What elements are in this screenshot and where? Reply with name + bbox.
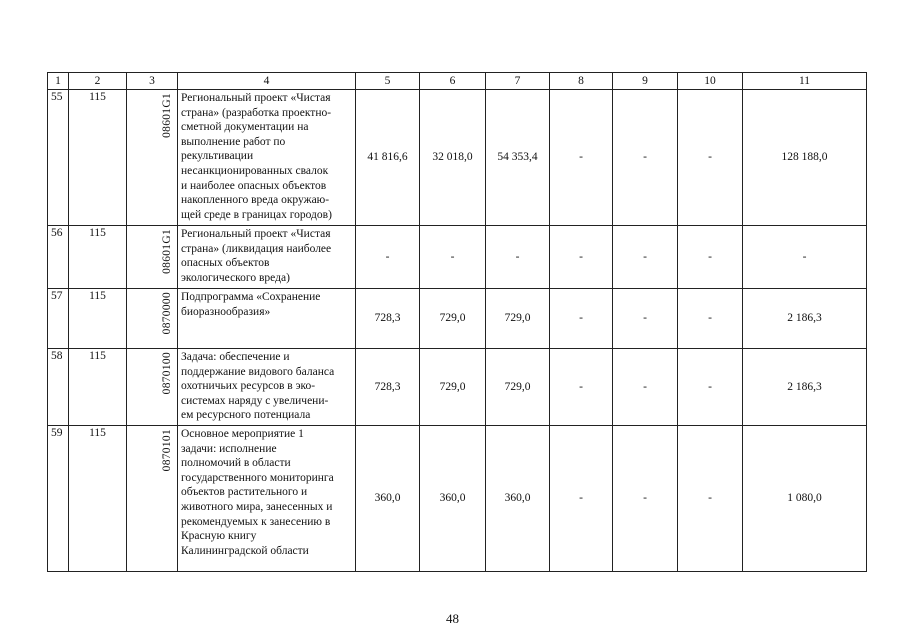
description-line: страна» (разработка проектно- <box>181 106 332 119</box>
value-col5: 41 816,6 <box>356 90 420 226</box>
cell-col2: 115 <box>69 426 127 572</box>
value-col8: - <box>550 289 613 349</box>
value-col8: - <box>550 90 613 226</box>
description-line: биоразнообразия» <box>181 305 271 318</box>
value-col9: - <box>613 426 678 572</box>
page-number: 48 <box>446 611 459 626</box>
cell-col2: 115 <box>69 226 127 289</box>
description-line: сметной документации на <box>181 121 309 134</box>
table-row <box>48 226 867 289</box>
budget-code: 08601G1 <box>161 229 174 274</box>
description-line: животного мира, занесенных и <box>181 500 333 513</box>
row-number: 59 <box>48 426 69 572</box>
value-col11: - <box>743 226 867 289</box>
description-line: щей среде в границах городов) <box>181 208 332 221</box>
column-header: 7 <box>486 73 550 90</box>
description-cell <box>178 426 356 572</box>
description-line: Региональный проект «Чистая <box>181 92 331 104</box>
value-col6: 729,0 <box>420 349 486 426</box>
description-cell <box>178 349 356 426</box>
value-col10: - <box>678 349 743 426</box>
code-cell <box>127 90 178 226</box>
budget-code: 0870100 <box>161 352 174 395</box>
value-col11: 1 080,0 <box>743 426 867 572</box>
column-header: 5 <box>356 73 420 90</box>
value-col11: 2 186,3 <box>743 349 867 426</box>
row-number: 57 <box>48 289 69 349</box>
table-row <box>48 289 867 349</box>
description-cell <box>178 289 356 349</box>
value-col5: 360,0 <box>356 426 420 572</box>
description-line: ем ресурсного потенциала <box>181 409 311 422</box>
value-col10: - <box>678 90 743 226</box>
column-header: 2 <box>69 73 127 90</box>
description-line: рекомендуемых к занесению в <box>181 515 331 528</box>
description-cell <box>178 90 356 226</box>
description-line: рекультивации <box>181 150 254 163</box>
description-line: задачи: исполнение <box>181 442 277 455</box>
column-header: 11 <box>743 73 867 90</box>
value-col5: 728,3 <box>356 289 420 349</box>
description-line: экологического вреда) <box>181 271 290 284</box>
value-col9: - <box>613 226 678 289</box>
value-col10: - <box>678 289 743 349</box>
code-cell <box>127 289 178 349</box>
description-line: Калининградской области <box>181 544 309 557</box>
header-row <box>48 73 867 90</box>
column-header: 6 <box>420 73 486 90</box>
cell-col2: 115 <box>69 349 127 426</box>
description-line: накопленного вреда окружаю- <box>181 194 330 207</box>
row-number: 58 <box>48 349 69 426</box>
cell-col2: 115 <box>69 289 127 349</box>
description-line: опасных объектов <box>181 257 270 270</box>
value-col8: - <box>550 226 613 289</box>
table-row <box>48 426 867 572</box>
column-header: 8 <box>550 73 613 90</box>
table-row <box>48 349 867 426</box>
description-line: объектов растительного и <box>181 486 308 499</box>
description-line: Красную книгу <box>181 530 257 543</box>
description-line: выполнение работ по <box>181 135 286 148</box>
code-cell <box>127 426 178 572</box>
value-col6: 360,0 <box>420 426 486 572</box>
value-col9: - <box>613 90 678 226</box>
value-col7: 729,0 <box>486 349 550 426</box>
value-col7: 729,0 <box>486 289 550 349</box>
value-col9: - <box>613 289 678 349</box>
value-col8: - <box>550 426 613 572</box>
column-header: 3 <box>127 73 178 90</box>
row-number: 56 <box>48 226 69 289</box>
budget-code: 08601G1 <box>161 93 174 138</box>
value-col5: 728,3 <box>356 349 420 426</box>
description-line: государственного мониторинга <box>181 471 334 484</box>
value-col9: - <box>613 349 678 426</box>
column-header: 1 <box>48 73 69 90</box>
row-number: 55 <box>48 90 69 226</box>
description-line: полномочий в области <box>181 457 291 470</box>
value-col7: 54 353,4 <box>486 90 550 226</box>
description-line: несанкционированных свалок <box>181 164 329 177</box>
budget-code: 0870101 <box>161 429 174 472</box>
code-cell <box>127 349 178 426</box>
budget-table <box>47 72 867 572</box>
value-col6: 32 018,0 <box>420 90 486 226</box>
column-header: 10 <box>678 73 743 90</box>
value-col5: - <box>356 226 420 289</box>
description-line: Подпрограмма «Сохранение <box>181 291 321 303</box>
description-cell <box>178 226 356 289</box>
value-col11: 2 186,3 <box>743 289 867 349</box>
value-col6: - <box>420 226 486 289</box>
description-line: системах наряду с увеличени- <box>181 394 329 407</box>
column-header: 4 <box>178 73 356 90</box>
code-cell <box>127 226 178 289</box>
budget-code: 0870000 <box>161 292 174 335</box>
description-line: Задача: обеспечение и <box>181 351 290 363</box>
description-line: и наиболее опасных объектов <box>181 179 327 192</box>
description-line: страна» (ликвидация наиболее <box>181 242 332 255</box>
value-col7: - <box>486 226 550 289</box>
column-header: 9 <box>613 73 678 90</box>
description-line: Основное мероприятие 1 <box>181 428 304 440</box>
value-col10: - <box>678 226 743 289</box>
description-line: Региональный проект «Чистая <box>181 228 331 240</box>
description-line: поддержание видового баланса <box>181 365 335 378</box>
value-col7: 360,0 <box>486 426 550 572</box>
value-col6: 729,0 <box>420 289 486 349</box>
description-line: охотничьих ресурсов в эко- <box>181 380 316 393</box>
value-col8: - <box>550 349 613 426</box>
value-col11: 128 188,0 <box>743 90 867 226</box>
cell-col2: 115 <box>69 90 127 226</box>
value-col10: - <box>678 426 743 572</box>
table-row <box>48 90 867 226</box>
